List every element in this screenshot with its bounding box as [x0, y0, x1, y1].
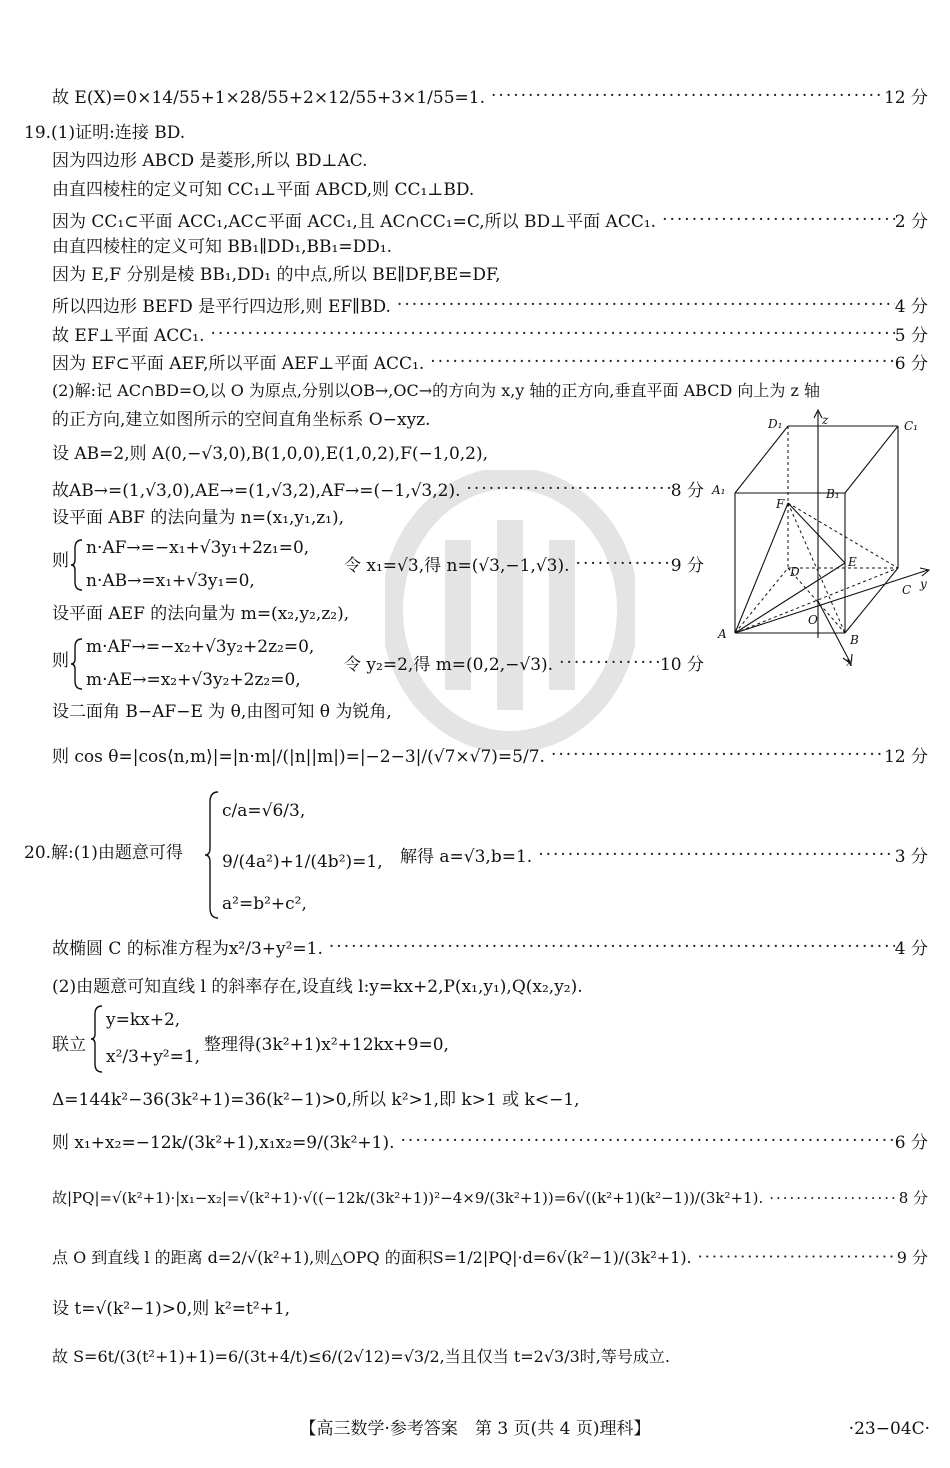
proof-text: 因为 CC₁⊂平面 ACC₁,AC⊂平面 ACC₁,且 AC∩CC₁=C,所以 BD⊥平面 ACC₁.: [52, 212, 657, 232]
leader-dots: [532, 845, 895, 865]
system-label: 联立: [52, 1035, 86, 1055]
system-eq: n·AB→=x₁+√3y₁=0,: [86, 571, 255, 591]
proof-line: [52, 321, 928, 346]
chord-length-text: 故|PQ|=√(k²+1)·|x₁−x₂|=√(k²+1)·√((−12k/(3k²+1))²−4×9/(3k²+1))=6√((k²+1)(k²−1))/(3k²+1).: [52, 1189, 764, 1207]
system-label: 则: [52, 651, 69, 671]
ellipse-equation-line: [52, 934, 928, 959]
label-D1: D₁: [768, 417, 783, 431]
label-F: F: [776, 497, 785, 511]
left-brace: [90, 1004, 104, 1074]
label-x: x: [846, 655, 853, 668]
leader-dots: [205, 324, 895, 344]
discriminant-line: Δ=144k²−36(3k²+1)=36(k²−1)>0,所以 k²>1,即 k>1 或 k<−1,: [52, 1090, 580, 1110]
label-D: D: [790, 565, 800, 579]
proof-line: [52, 349, 928, 374]
leader-dots: [395, 1131, 895, 1151]
substitution-line: 设 t=√(k²−1)>0,则 k²=t²+1,: [52, 1299, 291, 1319]
leader-dots: [545, 745, 884, 765]
label-O: O: [808, 613, 818, 627]
solution-text: 令 x₁=√3,得 n=(√3,−1,√3).: [344, 556, 570, 576]
score-mark: 12 分: [883, 88, 928, 108]
area-text: 点 O 到直线 l 的距离 d=2/√(k²+1),则△OPQ 的面积S=1/2|PQ|·d=6√(k²−1)/(3k²+1).: [52, 1248, 692, 1267]
system-eq: y=kx+2,: [106, 1010, 181, 1030]
score-mark: 4 分: [894, 297, 928, 317]
angle-line: 设二面角 B−AF−E 为 θ,由图可知 θ 为锐角,: [52, 702, 392, 722]
solution-line: [344, 551, 704, 576]
label-E: E: [848, 555, 857, 569]
score-mark: 6 分: [894, 1133, 928, 1153]
proof-line: 因为四边形 ABCD 是菱形,所以 BD⊥AC.: [52, 151, 368, 171]
score-mark: 5 分: [894, 326, 928, 346]
label-A: A: [718, 627, 727, 641]
label-A1: A₁: [712, 483, 726, 497]
vieta-text: 则 x₁+x₂=−12k/(3k²+1),x₁x₂=9/(3k²+1).: [52, 1133, 395, 1153]
label-B1: B₁: [826, 487, 840, 501]
score-mark: 4 分: [894, 939, 928, 959]
solution-line: [400, 842, 928, 867]
score-mark: 8 分: [898, 1189, 928, 1207]
watermark-logo: [385, 470, 635, 750]
score-mark: 3 分: [894, 847, 928, 867]
part2-line: (2)解:记 AC∩BD=O,以 O 为原点,分别以OB→,OC→的方向为 x,y 轴的正方向,垂直平面 ABCD 向上为 z 轴: [52, 381, 820, 400]
label-C1: C₁: [904, 419, 918, 433]
label-z: z: [822, 413, 829, 427]
leader-dots: [461, 479, 671, 499]
leader-dots: [391, 295, 895, 315]
system-eq: m·AF→=−x₂+√3y₂+2z₂=0,: [86, 637, 315, 657]
normal-line: 设平面 ABF 的法向量为 n=(x₁,y₁,z₁),: [52, 508, 345, 528]
left-brace: [70, 637, 84, 691]
q20-header: 20.解:(1)由题意可得: [24, 843, 183, 863]
score-mark: 12 分: [883, 747, 928, 767]
system-eq: c/a=√6/3,: [222, 801, 306, 821]
vieta-line: [52, 1128, 928, 1153]
label-B: B: [850, 633, 859, 647]
q19-header: 19.(1)证明:连接 BD.: [24, 123, 186, 143]
max-area-line: 故 S=6t/(3(t²+1)+1)=6/(3t+4/t)≤6/(2√12)=√3/2,当且仅当 t=2√3/3时,等号成立.: [52, 1347, 670, 1366]
score-mark: 2 分: [894, 212, 928, 232]
normal-line: 设平面 AEF 的法向量为 m=(x₂,y₂,z₂),: [52, 604, 350, 624]
leader-dots: [553, 653, 660, 673]
proof-text: 因为 EF⊂平面 AEF,所以平面 AEF⊥平面 ACC₁.: [52, 354, 425, 374]
footer-code: ·23−04C·: [848, 1419, 930, 1439]
leader-dots: [323, 937, 895, 957]
label-C: C: [902, 583, 912, 597]
area-line: [52, 1245, 928, 1268]
cosine-line: [52, 742, 928, 767]
prism-figure: [700, 408, 932, 668]
quadratic-line: 整理得(3k²+1)x²+12kx+9=0,: [204, 1035, 449, 1055]
proof-text: 故 EF⊥平面 ACC₁.: [52, 326, 205, 346]
proof-line: 由直四棱柱的定义可知 BB₁∥DD₁,BB₁=DD₁.: [52, 237, 393, 257]
system-eq: x²/3+y²=1,: [106, 1047, 201, 1067]
score-mark: 8 分: [670, 481, 704, 501]
system-eq: 9/(4a²)+1/(4b²)=1,: [222, 852, 383, 872]
system-eq: a²=b²+c²,: [222, 894, 307, 914]
proof-line: [52, 292, 928, 317]
solution-line: [344, 650, 704, 675]
leader-dots: [485, 86, 884, 106]
expectation-text: 故 E(X)=0×14/55+1×28/55+2×12/55+3×1/55=1.: [52, 88, 486, 108]
score-mark: 9 分: [896, 1248, 928, 1267]
solution-text: 令 y₂=2,得 m=(0,2,−√3).: [344, 655, 554, 675]
vector-text: 故AB→=(1,√3,0),AE→=(1,√3,2),AF→=(−1,√3,2).: [52, 481, 461, 501]
label-y: y: [920, 577, 927, 591]
leader-dots: [692, 1247, 897, 1266]
system-label: 则: [52, 551, 69, 571]
proof-line: 因为 E,F 分别是棱 BB₁,DD₁ 的中点,所以 BE∥DF,BE=DF,: [52, 265, 501, 285]
leader-dots: [656, 210, 895, 230]
part2-line: 的正方向,建立如图所示的空间直角坐标系 O−xyz.: [52, 410, 431, 430]
system-eq: n·AF→=−x₁+√3y₁+2z₁=0,: [86, 538, 310, 558]
score-mark: 10 分: [659, 655, 704, 675]
footer-center: 【高三数学·参考答案 第 3 页(共 4 页)理科】: [299, 1419, 651, 1439]
part2-line: (2)由题意可知直线 l 的斜率存在,设直线 l:y=kx+2,P(x₁,y₁),Q(x₂,y₂).: [52, 977, 583, 997]
score-mark: 9 分: [670, 556, 704, 576]
page-footer: [0, 1418, 950, 1442]
score-mark: 6 分: [894, 354, 928, 374]
ellipse-equation-text: 故椭圆 C 的标准方程为x²/3+y²=1.: [52, 939, 323, 959]
proof-line: 由直四棱柱的定义可知 CC₁⊥平面 ABCD,则 CC₁⊥BD.: [52, 180, 475, 200]
leader-dots: [424, 352, 894, 372]
cosine-text: 则 cos θ=|cos⟨n,m⟩|=|n·m|/(|n||m|)=|−2−3|/(√7×√7)=5/7.: [52, 747, 545, 767]
chord-length-line: [52, 1187, 928, 1208]
leader-dots: [763, 1189, 898, 1207]
left-brace: [70, 538, 84, 592]
vector-line: [52, 476, 704, 501]
solution-text: 解得 a=√3,b=1.: [400, 847, 533, 867]
system-eq: m·AE→=x₂+√3y₂+2z₂=0,: [86, 670, 301, 690]
proof-text: 所以四边形 BEFD 是平行四边形,则 EF∥BD.: [52, 297, 391, 317]
coord-line: 设 AB=2,则 A(0,−√3,0),B(1,0,0),E(1,0,2),F(−1,0,2),: [52, 444, 489, 464]
left-brace: [204, 790, 220, 920]
expectation-line: [52, 83, 928, 108]
leader-dots: [570, 554, 671, 574]
proof-line: [52, 207, 928, 232]
